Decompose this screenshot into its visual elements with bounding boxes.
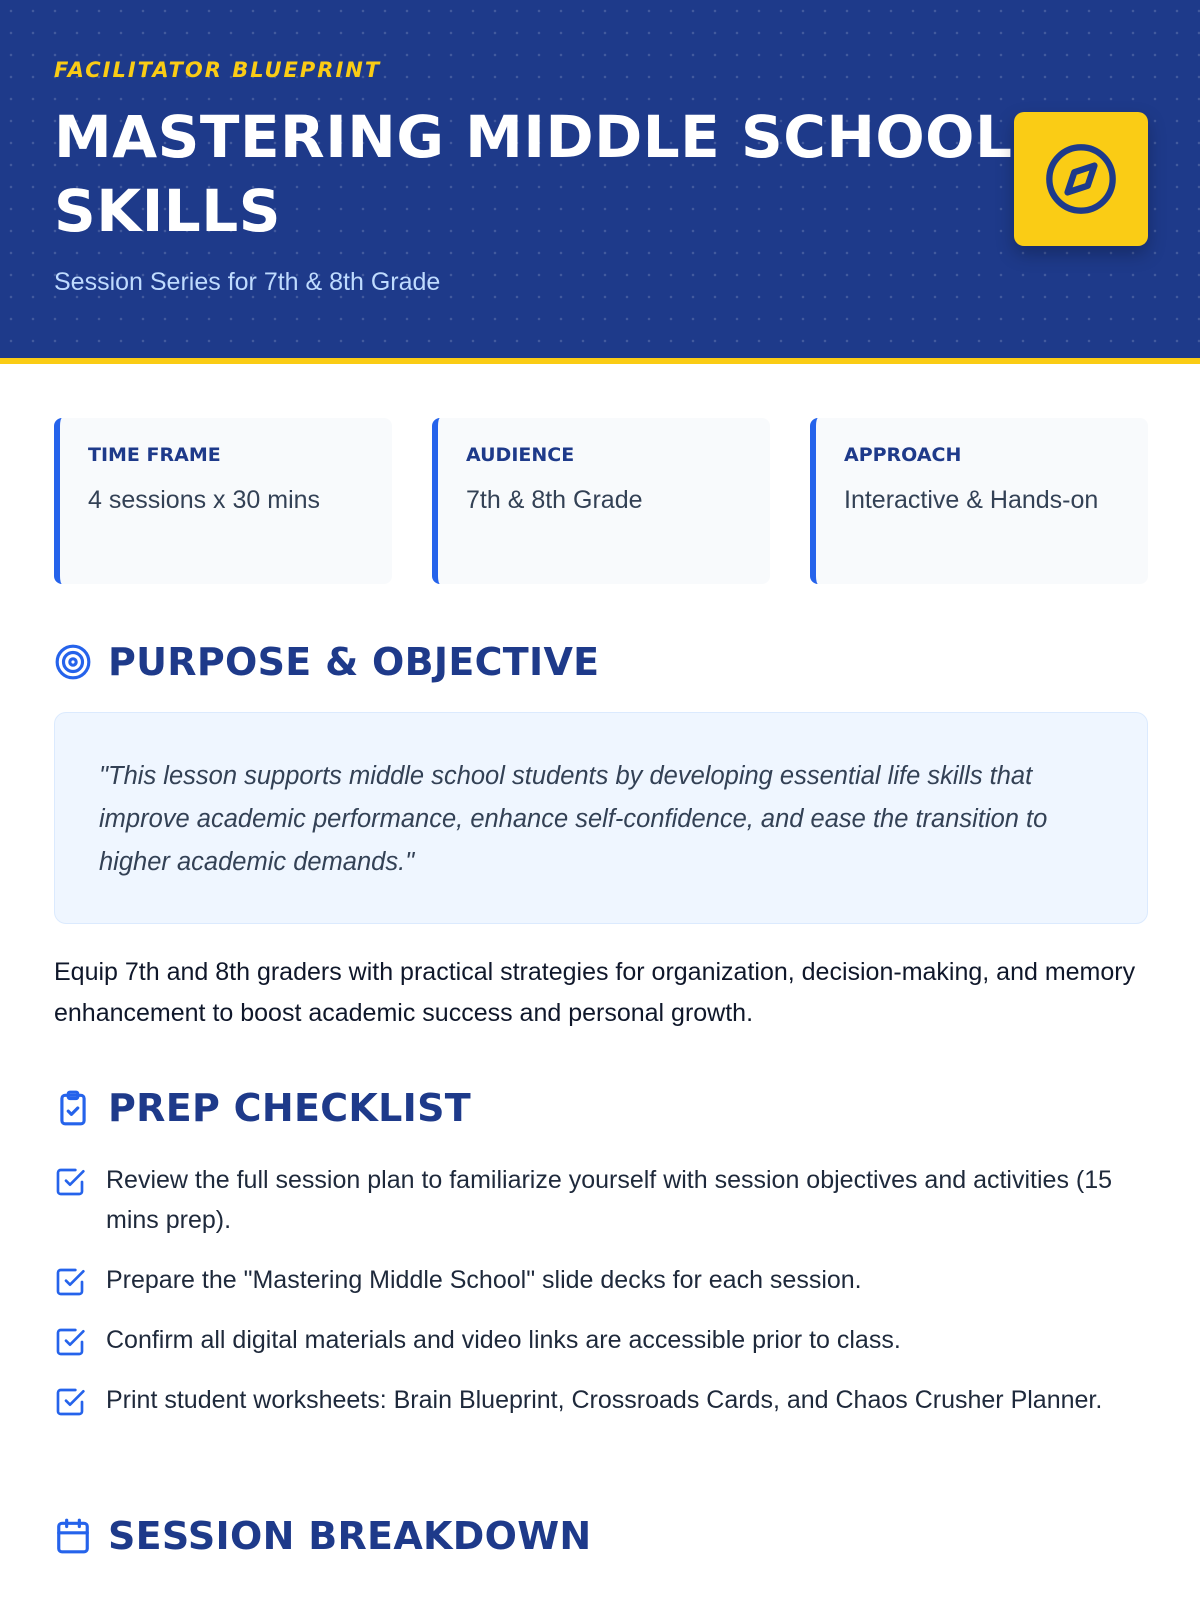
- checklist-item: [54, 1380, 1154, 1420]
- info-card-label: APPROACH: [844, 444, 962, 466]
- purpose-quote: "This lesson supports middle school students by developing essential life skills that improve academic performance, enhance self-confidence, and ease the transition to higher academic demands.": [99, 762, 1048, 876]
- target-icon: [54, 643, 92, 681]
- checklist-item: [54, 1160, 1154, 1240]
- purpose-heading: [54, 640, 599, 684]
- section-title: PREP CHECKLIST: [108, 1086, 471, 1130]
- section-title: SESSION BREAKDOWN: [108, 1514, 592, 1558]
- header-banner: [0, 0, 1200, 364]
- checkbox-checked-icon: [54, 1266, 86, 1298]
- page-title: MASTERING MIDDLE SCHOOL SKILLS: [54, 103, 1013, 245]
- checkbox-checked-icon: [54, 1166, 86, 1198]
- sessions-heading: [54, 1514, 592, 1558]
- checklist-item-text: Confirm all digital materials and video links are accessible prior to class.: [106, 1326, 901, 1354]
- compass-icon: [1043, 141, 1119, 217]
- checklist-item-text: Print student worksheets: Brain Blueprint, Crossroads Cards, and Chaos Crusher Planner.: [106, 1386, 1103, 1414]
- checkbox-checked-icon: [54, 1386, 86, 1418]
- info-card-label: AUDIENCE: [466, 444, 575, 466]
- info-card-approach: [810, 418, 1148, 584]
- eyebrow-label: FACILITATOR BLUEPRINT: [54, 58, 382, 82]
- page-subtitle: Session Series for 7th & 8th Grade: [54, 268, 441, 296]
- info-card-time-frame: [54, 418, 392, 584]
- info-card-value: Interactive & Hands-on: [844, 486, 1099, 514]
- purpose-description: Equip 7th and 8th graders with practical strategies for organization, decision-making, and memory enhancement to boost academic success and personal growth.: [54, 958, 1136, 1027]
- prep-checklist: [54, 1160, 1154, 1440]
- info-card-value: 7th & 8th Grade: [466, 486, 643, 514]
- checklist-item-text: Prepare the "Mastering Middle School" slide decks for each session.: [106, 1266, 862, 1294]
- purpose-quote-box: [54, 712, 1148, 924]
- prep-heading: [54, 1086, 471, 1130]
- info-card-value: 4 sessions x 30 mins: [88, 486, 321, 514]
- info-card-label: TIME FRAME: [88, 444, 221, 466]
- checklist-item: [54, 1260, 1154, 1300]
- checkbox-checked-icon: [54, 1326, 86, 1358]
- compass-badge: [1014, 112, 1148, 246]
- clipboard-check-icon: [54, 1089, 92, 1127]
- info-card-audience: [432, 418, 770, 584]
- checklist-item: [54, 1320, 1154, 1360]
- calendar-icon: [54, 1517, 92, 1555]
- section-title: PURPOSE & OBJECTIVE: [108, 640, 600, 684]
- info-cards: [54, 418, 1148, 584]
- checklist-item-text: Review the full session plan to familiarize yourself with session objectives and activities (15 mins prep).: [106, 1166, 1113, 1234]
